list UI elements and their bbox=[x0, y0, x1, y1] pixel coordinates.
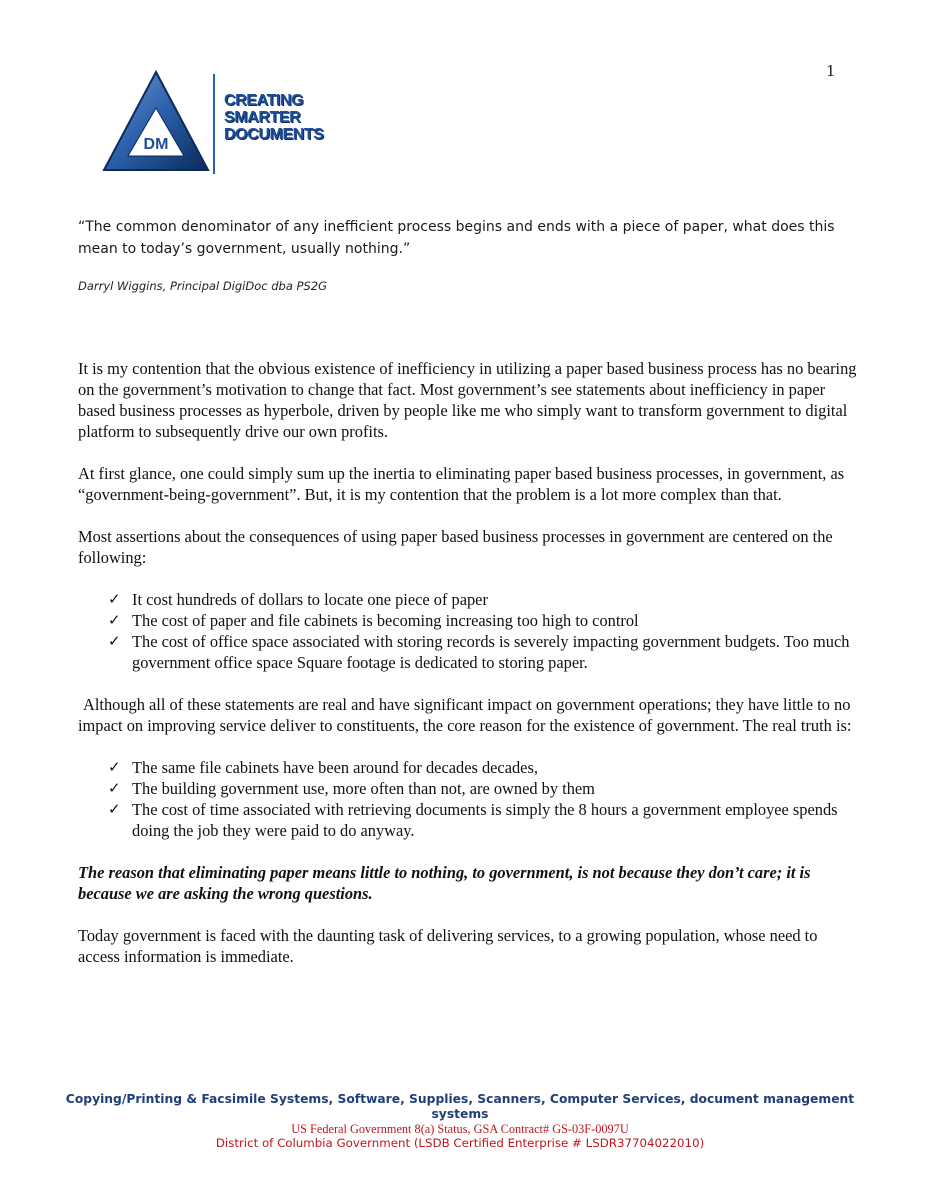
triangle-logo-icon bbox=[100, 68, 212, 176]
footer-federal-status: US Federal Government 8(a) Status, GSA Contract# GS-03F-0097U bbox=[291, 1122, 629, 1136]
logo-wordmark bbox=[224, 92, 324, 143]
list-item: ✓ The building government use, more often than not, are owned by them bbox=[108, 779, 595, 798]
paragraph-today: Today government is faced with the daunting task of delivering services, to a growing population, whose need to access information is immediate. bbox=[78, 926, 818, 966]
logo-monogram: DM bbox=[143, 136, 169, 153]
checkmark-icon: ✓ bbox=[108, 758, 121, 776]
footer-services: Copying/Printing & Facsimile Systems, Software, Supplies, Scanners, Computer Services, document management systems bbox=[65, 1092, 855, 1121]
page-number: 1 bbox=[826, 62, 836, 80]
list-item: ✓ It cost hundreds of dollars to locate one piece of paper bbox=[108, 590, 488, 609]
list-item: ✓ The cost of time associated with retrieving documents is simply the 8 hours a government employee spends doing the job they were paid to do anyway. bbox=[108, 800, 838, 840]
checkmark-icon: ✓ bbox=[108, 779, 121, 797]
assertions-list bbox=[78, 589, 858, 673]
letter-body bbox=[78, 358, 858, 988]
paragraph-assertions-intro: Most assertions about the consequences of using paper based business processes in government are centered on the following: bbox=[78, 527, 833, 567]
company-logo bbox=[100, 68, 340, 178]
paragraph-first-glance: At first glance, one could simply sum up the inertia to eliminating paper based business processes, in government, as “government-being-government”. But, it is my contention that the problem is a lot more complex than that. bbox=[78, 464, 845, 504]
logo-line-documents: DOCUMENTS bbox=[224, 126, 324, 143]
truths-list bbox=[78, 757, 858, 841]
checkmark-icon: ✓ bbox=[108, 800, 121, 818]
checkmark-icon: ✓ bbox=[108, 590, 121, 608]
paragraph-contention: It is my contention that the obvious existence of inefficiency in utilizing a paper based business process has no bearing on the government’s motivation to change that fact. Most government’s see statements about inefficiency in paper based business processes as hyperbole, driven by people like me who simply want to transform government to digital platform to subsequently drive our own profits. bbox=[78, 359, 857, 441]
quote-attribution: Darryl Wiggins, Principal DigiDoc dba PS2G bbox=[78, 279, 328, 293]
list-item: ✓ The same file cabinets have been around for decades decades, bbox=[108, 758, 538, 777]
letterhead-footer bbox=[60, 1092, 860, 1150]
logo-line-creating: CREATING bbox=[224, 92, 304, 109]
checkmark-icon: ✓ bbox=[108, 611, 121, 629]
paragraph-real-truth: Although all of these statements are real and have significant impact on government operations; they have little to no impact on improving service deliver to constituents, the core reason for the existence of government. The real truth is: bbox=[78, 695, 852, 735]
opening-quote: “The common denominator of any inefficient process begins and ends with a piece of paper, what does this mean to today’s government, usually nothing.” bbox=[78, 219, 835, 257]
logo-divider bbox=[213, 74, 215, 174]
paragraph-wrong-questions: The reason that eliminating paper means little to nothing, to government, is not because they don’t care; it is because we are asking the wrong questions. bbox=[78, 863, 811, 903]
footer-dc-certification: District of Columbia Government (LSDB Certified Enterprise # LSDR37704022010) bbox=[215, 1136, 705, 1150]
logo-line-smarter: SMARTER bbox=[224, 109, 301, 126]
checkmark-icon: ✓ bbox=[108, 632, 121, 650]
list-item: ✓ The cost of office space associated with storing records is severely impacting government budgets. Too much government office space Square footage is dedicated to storing paper. bbox=[108, 632, 850, 672]
list-item: ✓ The cost of paper and file cabinets is becoming increasing too high to control bbox=[108, 611, 639, 630]
